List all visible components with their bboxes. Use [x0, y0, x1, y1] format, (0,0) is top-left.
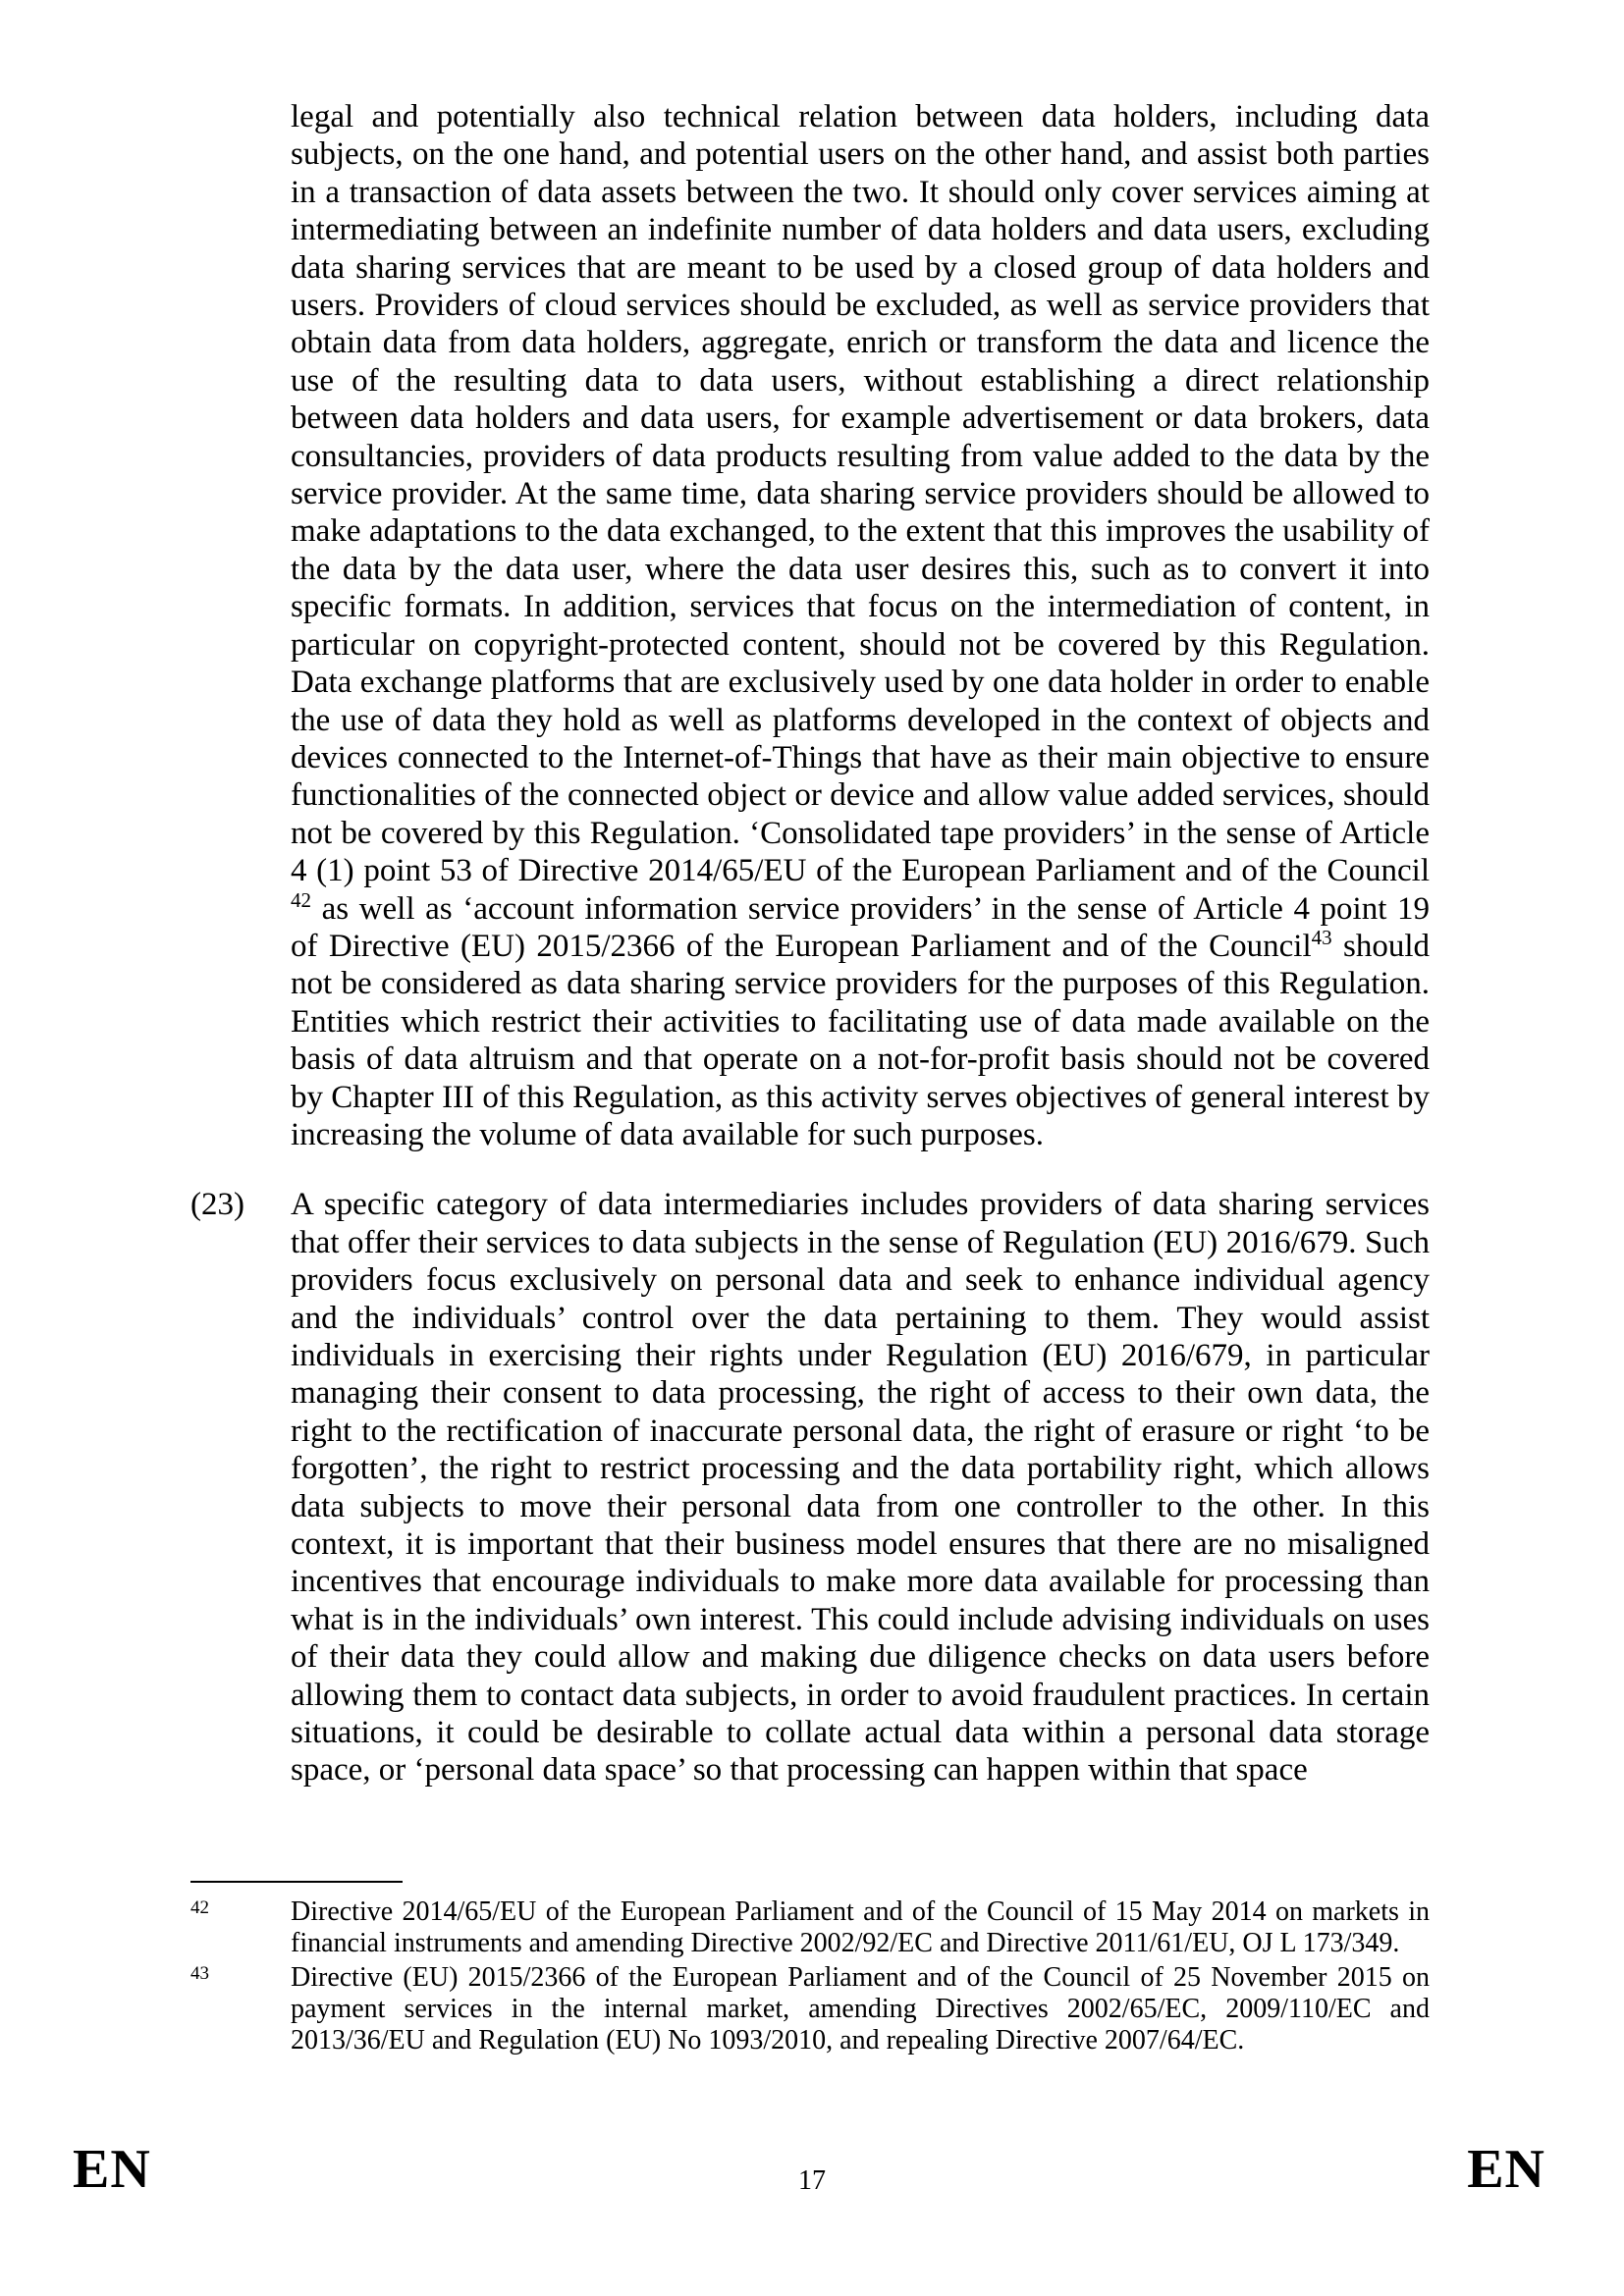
footnote-43 [190, 1962, 1430, 2056]
footnote-ref-43: 43 [1311, 926, 1332, 950]
paragraph-23-text: A specific category of data intermediaries includes providers of data sharing services that offer their services to data subjects in the sense of Regulation (EU) 2016/679. Such providers focus exclusively on personal data and seek to enhance individual agency and the individuals’ control over the data pertaining to them. They would assist individuals in exercising their rights under Regulation (EU) 2016/679, in particular managing their consent to data processing, the right of access to their own data, the right to the rectification of inaccurate personal data, the right of erasure or right ‘to be forgotten’, the right to restrict processing and the data portability right, which allows data subjects to move their personal data from one controller to the other. In this context, it is important that their business model ensures that there are no misaligned incentives that encourage individuals to make more data available for processing than what is in the individuals’ own interest. This could include advising individuals on uses of their data they could allow and making due diligence checks on data users before allowing them to contact data subjects, in order to avoid fraudulent practices. In certain situations, it could be desirable to collate actual data within a personal data storage space, or ‘personal data space’ so that processing can happen within that space [291, 1187, 1430, 1789]
body-text-block [190, 98, 1430, 1822]
paragraph-number: (23) [190, 1187, 244, 1223]
paragraph-continuation-text [291, 98, 1430, 1153]
footnote-text: Directive 2014/65/EU of the European Parliament and of the Council of 15 May 2014 on markets in financial instruments and amending Directive 2002/92/EC and Directive 2011/61/EU, OJ L 173/349. [291, 1896, 1430, 1958]
paragraph-text-segment: should not be considered as data sharing service providers for the purposes of this Regulation. Entities which restrict their activities to facilitating use of data made available on the basis of data altruism and that operate on a not-for-profit basis should not be covered by Chapter III of this Regulation, as this activity serves objectives of general interest by increasing the volume of data available for such purposes. [291, 928, 1430, 1152]
footnote-separator-line [190, 1881, 403, 1883]
language-marker-left: EN [73, 2139, 151, 2200]
paragraph-text-segment: legal and potentially also technical relation between data holders, including data subjects, on the one hand, and potential users on the other hand, and assist both parties in a transaction of data assets between the two. It should only cover services aiming at intermediating between an indefinite number of data holders and data users, excluding data sharing services that are meant to be used by a closed group of data holders and users. Providers of cloud services should be excluded, as well as service providers that obtain data from data holders, aggregate, enrich or transform the data and licence the use of the resulting data to data users, without establishing a direct relationship between data holders and data users, for example advertisement or data brokers, data consultancies, providers of data products resulting from value added to the data by the service provider. At the same time, data sharing service providers should be allowed to make adaptations to the data exchanged, to the extent that this improves the usability of the data by the data user, where the data user desires this, such as to convert it into specific formats. In addition, services that focus on the intermediation of content, in particular on copyright-protected content, should not be covered by this Regulation. Data exchange platforms that are exclusively used by one data holder in order to enable the use of data they hold as well as platforms developed in the context of objects and devices connected to the Internet-of-Things that have as their main objective to ensure functionalities of the connected object or device and allow value added services, should not be covered by this Regulation. ‘Consolidated tape providers’ in the sense of Article 4 (1) point 53 of Directive 2014/65/EU of the European Parliament and of the Council [291, 99, 1430, 889]
footnote-ref-42: 42 [291, 887, 311, 912]
footnote-number: 42 [190, 1897, 209, 1918]
footnote-42 [190, 1896, 1430, 1959]
language-marker-right: EN [1467, 2139, 1545, 2200]
page-number: 17 [798, 2165, 826, 2196]
paragraph-continuation [190, 98, 1430, 1153]
paragraph-text-segment: as well as ‘account information service providers’ in the sense of Article 4 point 19 of Directive (EU) 2015/2366 of the European Parliament and of the Council [291, 890, 1430, 964]
paragraph-23 [190, 1186, 1430, 1789]
footnote-number: 43 [190, 1963, 209, 1984]
footnotes-section [190, 1881, 1430, 2059]
footnote-text: Directive (EU) 2015/2366 of the European Parliament and of the Council of 25 November 2015 on payment services in the internal market, amending Directives 2002/65/EC, 2009/110/EC and 2013/36/EU and Regulation (EU) No 1093/2010, and repealing Directive 2007/64/EC. [291, 1962, 1430, 2056]
paragraph-number-empty [190, 98, 291, 1153]
